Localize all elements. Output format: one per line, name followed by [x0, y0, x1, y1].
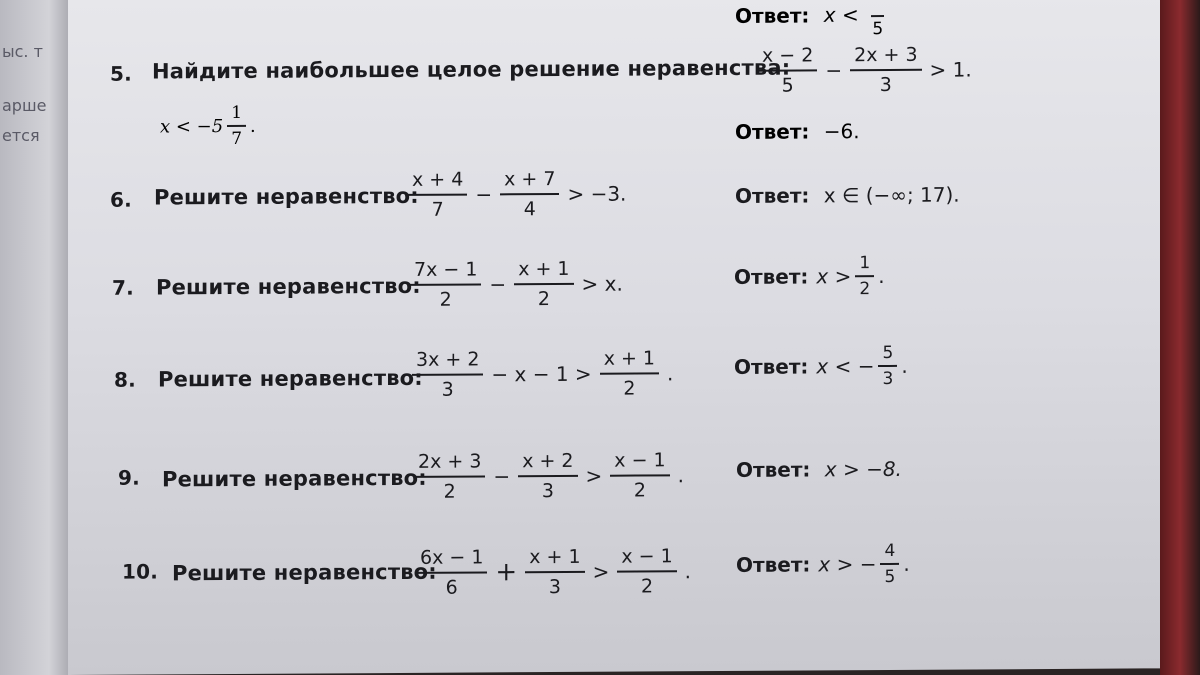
fraction-numerator: 2x + 3	[850, 43, 921, 71]
answer-value: x > −	[818, 552, 877, 577]
fraction-numerator: x − 1	[617, 544, 676, 572]
fraction-numerator: x + 1	[514, 257, 573, 285]
fraction	[880, 541, 899, 587]
problem-expression	[406, 257, 627, 312]
left-margin-fragment: ыс. т	[2, 42, 43, 61]
fraction-denominator: 4	[523, 198, 536, 221]
fraction-numerator: 1	[227, 103, 246, 127]
operator: >	[592, 559, 610, 584]
fraction-numerator: 6x − 1	[416, 545, 487, 573]
problem-10-answer	[736, 541, 910, 588]
problem-task: Найдите наибольшее целое решение неравенства:	[152, 55, 791, 84]
fraction-numerator: x − 2	[758, 43, 817, 71]
operator: −	[493, 464, 511, 489]
answer-label: Ответ:	[735, 183, 810, 208]
left-margin-fragment: ется	[2, 126, 40, 145]
answer-value: x >	[816, 264, 852, 289]
fraction	[500, 167, 559, 221]
fraction-numerator: 4	[880, 541, 899, 565]
problem-7	[68, 249, 1160, 316]
problem-task: Решите неравенство:	[162, 465, 427, 492]
fraction-denominator: 3	[548, 575, 561, 599]
problem-expression	[754, 42, 976, 97]
answer-value: x < −	[816, 354, 875, 379]
answer-value: x ∈ (−∞; 17).	[823, 182, 960, 208]
problem-number: 6.	[110, 187, 132, 212]
fraction-denominator: 2	[623, 377, 636, 400]
top-answer	[735, 0, 888, 40]
answer-label: Ответ:	[734, 354, 809, 379]
fraction	[514, 257, 573, 311]
fraction-denominator: 3	[882, 368, 894, 390]
fraction-denominator: 2	[537, 288, 550, 311]
expression-tail: > x.	[581, 271, 623, 296]
problem-number: 9.	[118, 465, 140, 490]
problem-10	[68, 537, 1160, 604]
fraction-numerator: x + 7	[500, 167, 559, 195]
fraction	[412, 347, 483, 401]
answer-dot: .	[903, 551, 910, 576]
answer-label: Ответ:	[736, 552, 811, 577]
fraction-denominator: 3	[541, 480, 554, 503]
fraction-denominator: 5	[884, 566, 896, 588]
fraction-denominator: 5	[872, 19, 884, 40]
problem-9	[68, 439, 1160, 506]
problem-expression	[408, 346, 677, 402]
answer-value: −6.	[823, 119, 860, 144]
problem-7-answer	[734, 253, 885, 300]
fraction-denominator: 7	[231, 128, 243, 150]
fraction-denominator: 5	[781, 74, 794, 97]
operator: −	[825, 58, 843, 83]
answer-value: x > −8.	[824, 456, 902, 482]
problem-number: 7.	[112, 275, 134, 300]
fraction	[855, 253, 874, 299]
left-page-edge	[0, 0, 70, 675]
answer-dot: .	[878, 264, 885, 289]
expression-tail: > −3.	[567, 181, 627, 206]
answer-label: Ответ:	[735, 2, 810, 28]
fraction-denominator: 2	[633, 479, 647, 502]
fraction	[518, 449, 577, 503]
expression-tail: .	[684, 559, 692, 584]
background-cloth	[1160, 0, 1200, 675]
problem-8	[68, 339, 1160, 406]
fraction	[416, 545, 487, 599]
fraction	[408, 168, 467, 222]
answer-text: x <	[823, 2, 859, 27]
answer-label: Ответ:	[736, 457, 811, 482]
fraction-denominator: 2	[443, 480, 456, 503]
fraction-numerator: x + 1	[600, 346, 659, 374]
problem-5-sub-result	[160, 103, 256, 150]
fraction	[758, 43, 817, 97]
problem-5-answer	[735, 119, 860, 144]
problem-task: Решите неравенство:	[154, 183, 419, 210]
problem-number: 8.	[114, 367, 136, 392]
problem-task: Решите неравенство:	[172, 559, 437, 586]
problem-expression	[404, 167, 630, 222]
fraction	[600, 346, 659, 400]
fraction-denominator: 2	[859, 279, 871, 300]
left-margin-fragment: арше	[2, 96, 47, 115]
fraction-numerator: 1	[855, 253, 874, 277]
fraction	[227, 103, 246, 149]
expression-tail: .	[667, 361, 674, 386]
answer-label: Ответ:	[734, 264, 809, 289]
fraction	[850, 43, 921, 97]
problem-task: Решите неравенство:	[156, 273, 421, 300]
operator: − x − 1 >	[491, 361, 592, 387]
fraction-numerator: 2x + 3	[414, 449, 485, 477]
fraction	[410, 257, 481, 311]
answer-fraction	[871, 0, 884, 39]
operator: >	[585, 463, 603, 488]
problem-5	[68, 41, 1160, 108]
problem-6	[68, 161, 1160, 228]
problem-expression	[412, 544, 695, 600]
fraction	[878, 343, 897, 389]
fraction-denominator: 3	[441, 378, 454, 401]
fraction-denominator: 6	[445, 576, 458, 599]
fraction-numerator: x + 1	[525, 545, 584, 573]
fraction	[610, 448, 669, 502]
problem-number: 10.	[122, 559, 159, 584]
operator: +	[495, 557, 518, 588]
fraction-numerator: 5	[878, 343, 897, 367]
problem-9-answer	[736, 457, 902, 482]
fraction	[617, 544, 676, 598]
problem-expression	[410, 448, 688, 504]
fraction-denominator: 7	[431, 198, 444, 221]
problem-number: 5.	[110, 61, 132, 86]
expression-tail: .	[677, 463, 684, 488]
operator: −	[489, 272, 507, 297]
sub-result-dot: .	[250, 115, 256, 137]
expression-tail: > 1.	[929, 57, 972, 82]
fraction	[414, 449, 485, 503]
answer-label: Ответ:	[735, 119, 810, 144]
fraction-numerator: x − 1	[610, 448, 669, 476]
problem-6-answer	[735, 183, 960, 208]
book-page	[68, 0, 1160, 675]
fraction-numerator: x + 2	[518, 449, 577, 477]
fraction-numerator: x + 4	[408, 168, 467, 196]
problem-8-answer	[734, 343, 908, 390]
fraction-numerator: 7x − 1	[410, 257, 481, 285]
problem-task: Решите неравенство:	[158, 365, 423, 392]
answer-dot: .	[901, 353, 908, 378]
fraction-denominator: 2	[640, 575, 654, 598]
fraction-denominator: 3	[879, 73, 892, 97]
fraction	[525, 545, 584, 599]
fraction-denominator: 2	[439, 288, 452, 311]
fraction-numerator: 3x + 2	[412, 347, 483, 375]
sub-result-text: x < −5	[160, 115, 224, 137]
operator: −	[475, 182, 493, 207]
